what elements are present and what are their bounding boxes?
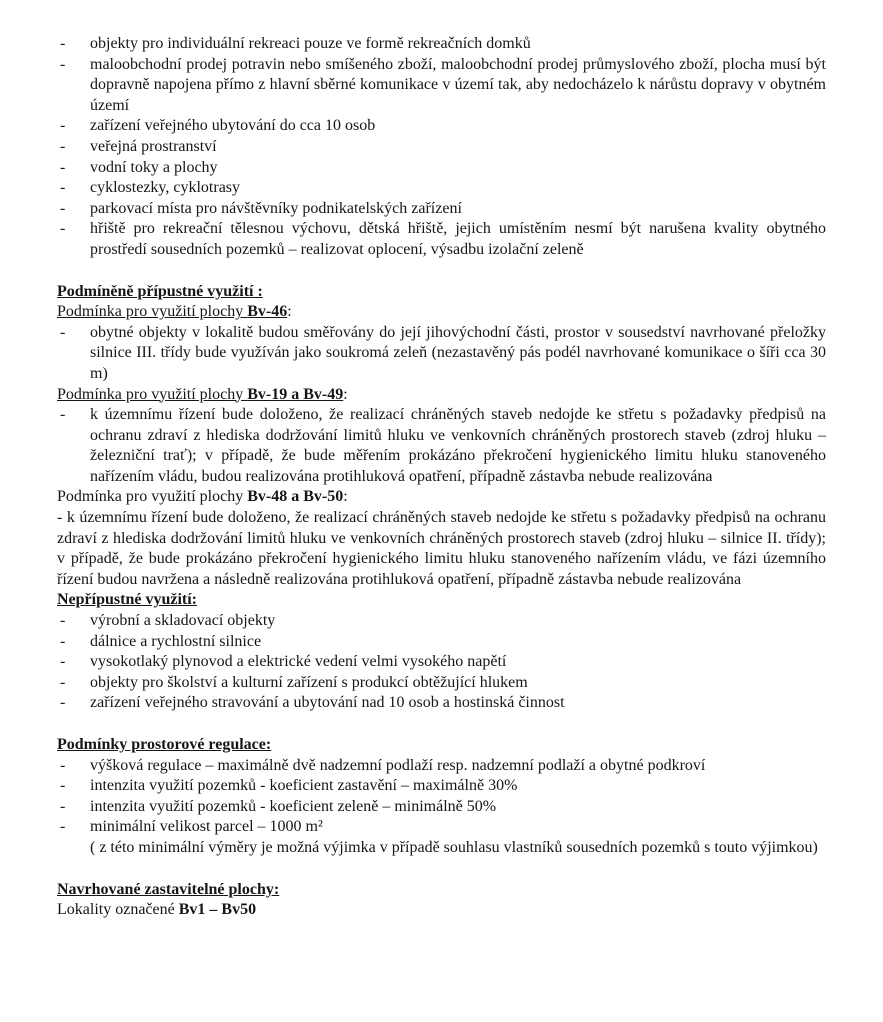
bullet-dash: - xyxy=(60,323,66,341)
bullet-dash: - xyxy=(60,612,66,630)
bullet-dash: - xyxy=(60,35,66,52)
bullet-dash: - xyxy=(60,694,66,712)
list-item-text: hřiště pro rekreační tělesnou výchovu, dětská hřiště, jejich umístěním nesmí být narušena kvality obytného prostředí sousedních pozemků – realizovat oplocení, výsadbu izolační zeleně xyxy=(90,220,826,258)
list-item-text: zařízení veřejného stravování a ubytování nad 10 osob a hostinská činnost xyxy=(90,694,565,712)
plot-range-code: Bv1 – Bv50 xyxy=(178,901,257,919)
impermissible-use-list xyxy=(57,611,826,714)
list-item xyxy=(57,178,826,199)
list-item xyxy=(57,611,826,632)
list-item xyxy=(57,137,826,158)
plot-code: Bv-46 xyxy=(247,303,288,321)
list-item-text: zařízení veřejného ubytování do cca 10 osob xyxy=(90,117,376,135)
heading-impermissible-use: Nepřípustné využití: xyxy=(57,591,197,609)
condition-colon: : xyxy=(287,303,292,321)
list-item xyxy=(57,116,826,137)
list-item-text: vodní toky a plochy xyxy=(90,158,218,176)
heading-spatial-regulation: Podmínky prostorové regulace: xyxy=(57,736,272,753)
proposed-areas-line xyxy=(57,900,826,921)
list-item xyxy=(57,158,826,179)
condition-colon: : xyxy=(343,488,348,506)
bullet-dash: - xyxy=(60,158,66,176)
bullet-dash: - xyxy=(60,179,66,197)
list-item xyxy=(57,817,826,838)
list-item xyxy=(57,652,826,673)
subhead-condition-bv19-49 xyxy=(57,385,826,406)
plot-code: Bv-19 a Bv-49 xyxy=(247,385,344,403)
list-item-text: výšková regulace – maximálně dvě nadzemní podlaží resp. nadzemní podlaží a obytné podkroví xyxy=(90,756,706,774)
list-item-text: k územnímu řízení bude doloženo, že realizací chráněných staveb nedojde ke střetu s požadavky předpisů na ochranu zdraví z hlediska dodržování limitů hluku ve venkovních chráněných prostorech staveb (zdroj hluku – železniční trať); v případě, že bude měřením prokázáno překročení hygienického limitu hluku stanoveného nařízením vládu, budou realizována protihluková opatření, případně zástavba nebude realizována xyxy=(90,406,826,485)
subhead-condition-bv48-50 xyxy=(57,487,826,508)
list-item xyxy=(57,34,826,55)
list-item xyxy=(57,632,826,653)
bullet-dash: - xyxy=(60,406,66,424)
list-item xyxy=(57,323,826,385)
list-item-text: dálnice a rychlostní silnice xyxy=(90,632,262,650)
list-item xyxy=(57,693,826,714)
bullet-dash: - xyxy=(60,797,66,815)
list-item-note: ( z této minimální výměry je možná výjimka v případě souhlasu vlastníků sousedních pozemků s touto výjimkou) xyxy=(90,838,818,856)
list-item-text: objekty pro individuální rekreaci pouze ve formě rekreačních domků xyxy=(90,35,531,52)
list-item-text: výrobní a skladovací objekty xyxy=(90,612,276,630)
list-item-text: maloobchodní prodej potravin nebo smíšeného zboží, maloobchodní prodej průmyslového zboží, plocha musí být dopravně napojena přímo z hlavní sběrné komunikace v území tak, aby nedocházelo k nárůstu dopravy v obytném území xyxy=(90,55,826,114)
spatial-regulation-list xyxy=(57,756,826,859)
bullet-dash: - xyxy=(60,199,66,217)
list-item-text: obytné objekty v lokalitě budou směřovány do její jihovýchodní části, prostor v sousedství navrhované přeložky silnice III. třídy bude využíván jako soukromá zeleň (nezastavěný pás podél navrhované komunikace o šíři cca 30 m) xyxy=(90,323,826,382)
permitted-use-list xyxy=(57,34,826,261)
list-item xyxy=(57,673,826,694)
subhead-condition-bv46 xyxy=(57,302,826,323)
bullet-dash: - xyxy=(60,653,66,671)
section-gap xyxy=(57,261,826,282)
list-item xyxy=(57,756,826,777)
list-item xyxy=(57,405,826,487)
list-item-text: cyklostezky, cyklotrasy xyxy=(90,179,241,197)
list-item-text: vysokotlaký plynovod a elektrické vedení velmi vysokého napětí xyxy=(90,653,507,671)
condition-label: Podmínka pro využití plochy xyxy=(57,303,248,321)
list-item-text: minimální velikost parcel – 1000 m² xyxy=(90,818,323,836)
condition-label: Podmínka pro využití plochy xyxy=(57,488,248,506)
list-item-text: veřejná prostranství xyxy=(90,137,217,155)
list-item-text: intenzita využití pozemků - koeficient zeleně – minimálně 50% xyxy=(90,797,497,815)
bullet-dash: - xyxy=(60,818,66,836)
list-item-text: objekty pro školství a kulturní zařízení s produkcí obtěžující hlukem xyxy=(90,673,528,691)
bullet-dash: - xyxy=(60,673,66,691)
bullet-dash: - xyxy=(60,220,66,238)
bullet-dash: - xyxy=(60,117,66,135)
condition-colon: : xyxy=(343,385,348,403)
list-item xyxy=(57,797,826,818)
list-item xyxy=(57,219,826,260)
bullet-dash: - xyxy=(60,777,66,795)
condition-paragraph: - k územnímu řízení bude doloženo, že realizací chráněných staveb nedojde ke střetu s požadavky předpisů na ochranu zdraví z hlediska dodržování limitů hluku ve venkovních chráněných prostorech staveb (zdroj hluku – silnice II. třídy); v případě, že bude prokázáno překročení hygienického limitu hluku stanoveného nařízením vládu, ve fázi územního řízení budou navržena a následně realizována protihluková opatření, případně zástavba nebude realizována xyxy=(57,509,826,588)
plot-code: Bv-48 a Bv-50 xyxy=(247,488,344,506)
list-item-text: parkovací místa pro návštěvníky podnikatelských zařízení xyxy=(90,199,462,217)
bullet-dash: - xyxy=(60,137,66,155)
bullet-dash: - xyxy=(60,55,66,73)
list-item xyxy=(57,199,826,220)
list-item xyxy=(57,55,826,117)
bullet-dash: - xyxy=(60,632,66,650)
heading-conditionally-permitted-use: Podmíněně přípustné využití : xyxy=(57,282,263,300)
section-gap xyxy=(57,714,826,735)
bullet-dash: - xyxy=(60,756,66,774)
section-gap xyxy=(57,859,826,880)
proposed-areas-text: Lokality označené xyxy=(57,901,179,919)
list-item-text: intenzita využití pozemků - koeficient zastavění – maximálně 30% xyxy=(90,777,518,795)
condition-label: Podmínka pro využití plochy xyxy=(57,385,248,403)
heading-proposed-developable-areas: Navrhované zastavitelné plochy: xyxy=(57,880,280,898)
list-item xyxy=(57,776,826,797)
